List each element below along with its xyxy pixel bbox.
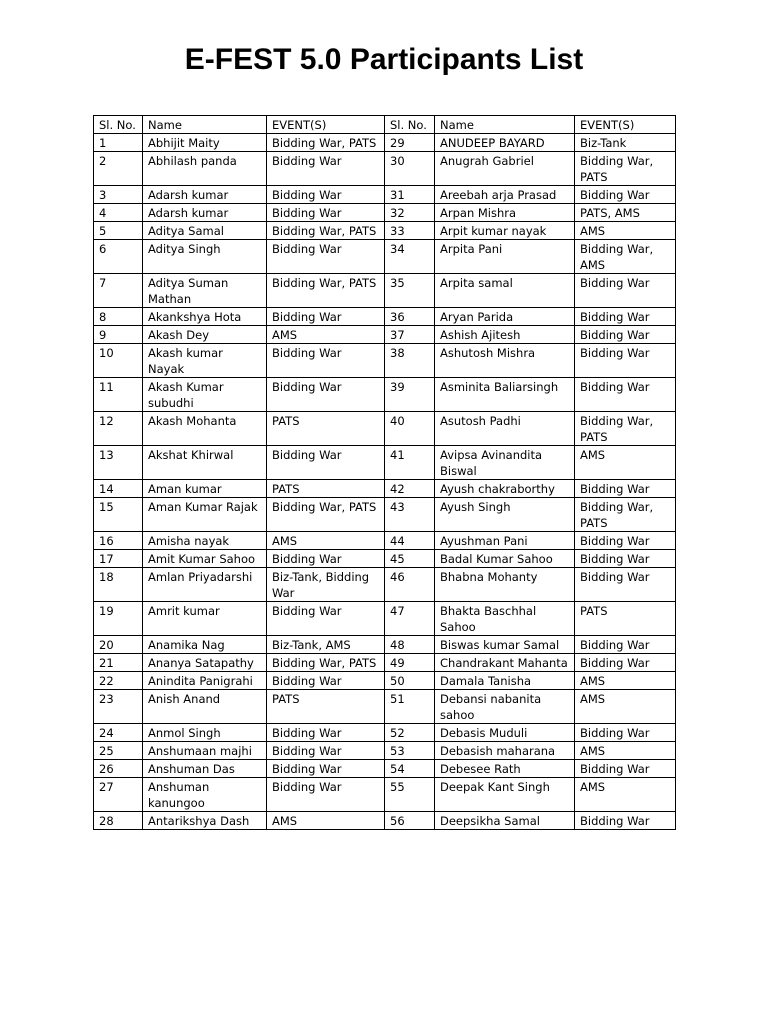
cell-name: Debansi nabanita sahoo xyxy=(435,690,575,724)
cell-events: Biz-Tank, AMS xyxy=(267,636,385,654)
header-row xyxy=(94,116,676,134)
cell-sl-no: 9 xyxy=(94,326,143,344)
cell-name: Akash kumar Nayak xyxy=(143,344,267,378)
cell-name: Abhijit Maity xyxy=(143,134,267,152)
cell-sl-no: 30 xyxy=(385,152,435,186)
cell-sl-no: 21 xyxy=(94,654,143,672)
cell-events: AMS xyxy=(575,778,676,812)
cell-sl-no: 47 xyxy=(385,602,435,636)
table-body xyxy=(94,134,676,830)
cell-sl-no: 24 xyxy=(94,724,143,742)
cell-name: Abhilash panda xyxy=(143,152,267,186)
cell-sl-no: 44 xyxy=(385,532,435,550)
cell-name: Aman Kumar Rajak xyxy=(143,498,267,532)
cell-sl-no: 4 xyxy=(94,204,143,222)
cell-events: Bidding War xyxy=(575,550,676,568)
cell-name: Anshuman Das xyxy=(143,760,267,778)
cell-name: Ananya Satapathy xyxy=(143,654,267,672)
cell-sl-no: 54 xyxy=(385,760,435,778)
cell-events: Bidding War xyxy=(267,602,385,636)
table-row xyxy=(94,602,676,636)
cell-sl-no: 16 xyxy=(94,532,143,550)
cell-events: Bidding War xyxy=(575,186,676,204)
cell-sl-no: 2 xyxy=(94,152,143,186)
table-row xyxy=(94,308,676,326)
cell-name: Deepsikha Samal xyxy=(435,812,575,830)
cell-sl-no: 35 xyxy=(385,274,435,308)
cell-sl-no: 7 xyxy=(94,274,143,308)
cell-name: Ayush chakraborthy xyxy=(435,480,575,498)
cell-events: Bidding War xyxy=(575,378,676,412)
table-row xyxy=(94,152,676,186)
cell-name: Anindita Panigrahi xyxy=(143,672,267,690)
table-row xyxy=(94,636,676,654)
cell-events: PATS xyxy=(267,480,385,498)
cell-sl-no: 32 xyxy=(385,204,435,222)
cell-name: Damala Tanisha xyxy=(435,672,575,690)
cell-sl-no: 18 xyxy=(94,568,143,602)
cell-name: Akankshya Hota xyxy=(143,308,267,326)
cell-events: AMS xyxy=(575,222,676,240)
cell-events: Bidding War xyxy=(267,742,385,760)
cell-name: Amlan Priyadarshi xyxy=(143,568,267,602)
cell-sl-no: 49 xyxy=(385,654,435,672)
cell-sl-no: 11 xyxy=(94,378,143,412)
cell-sl-no: 45 xyxy=(385,550,435,568)
cell-events: Bidding War, AMS xyxy=(575,240,676,274)
cell-events: Bidding War xyxy=(575,812,676,830)
cell-events: Bidding War xyxy=(267,446,385,480)
table-row xyxy=(94,446,676,480)
table-row xyxy=(94,760,676,778)
cell-sl-no: 23 xyxy=(94,690,143,724)
cell-events: Bidding War xyxy=(267,760,385,778)
table-row xyxy=(94,222,676,240)
cell-events: Bidding War xyxy=(267,204,385,222)
cell-name: Areebah arja Prasad xyxy=(435,186,575,204)
cell-name: Bhabna Mohanty xyxy=(435,568,575,602)
cell-sl-no: 37 xyxy=(385,326,435,344)
column-header-sl-no: Sl. No. xyxy=(385,116,435,134)
cell-sl-no: 25 xyxy=(94,742,143,760)
cell-sl-no: 39 xyxy=(385,378,435,412)
cell-events: Bidding War xyxy=(267,186,385,204)
cell-name: Ayush Singh xyxy=(435,498,575,532)
cell-sl-no: 33 xyxy=(385,222,435,240)
cell-sl-no: 50 xyxy=(385,672,435,690)
column-header-events: EVENT(S) xyxy=(575,116,676,134)
table-row xyxy=(94,568,676,602)
cell-sl-no: 13 xyxy=(94,446,143,480)
cell-name: Aditya Suman Mathan xyxy=(143,274,267,308)
cell-name: Bhakta Baschhal Sahoo xyxy=(435,602,575,636)
cell-name: Amrit kumar xyxy=(143,602,267,636)
cell-sl-no: 40 xyxy=(385,412,435,446)
cell-name: Asutosh Padhi xyxy=(435,412,575,446)
cell-events: Bidding War xyxy=(267,724,385,742)
table-row xyxy=(94,186,676,204)
cell-name: Arpita samal xyxy=(435,274,575,308)
cell-sl-no: 6 xyxy=(94,240,143,274)
cell-sl-no: 5 xyxy=(94,222,143,240)
table-row xyxy=(94,532,676,550)
cell-events: Bidding War xyxy=(267,550,385,568)
cell-name: Badal Kumar Sahoo xyxy=(435,550,575,568)
table-row xyxy=(94,274,676,308)
cell-name: Asminita Baliarsingh xyxy=(435,378,575,412)
cell-events: Bidding War xyxy=(575,724,676,742)
cell-name: Amisha nayak xyxy=(143,532,267,550)
cell-events: Bidding War, PATS xyxy=(575,498,676,532)
table-row xyxy=(94,654,676,672)
cell-name: Akash Kumar subudhi xyxy=(143,378,267,412)
cell-sl-no: 17 xyxy=(94,550,143,568)
page-title: E-FEST 5.0 Participants List xyxy=(184,43,584,76)
cell-sl-no: 26 xyxy=(94,760,143,778)
cell-name: Akshat Khirwal xyxy=(143,446,267,480)
cell-name: Debasis Muduli xyxy=(435,724,575,742)
cell-name: Chandrakant Mahanta xyxy=(435,654,575,672)
cell-sl-no: 53 xyxy=(385,742,435,760)
cell-name: Arpit kumar nayak xyxy=(435,222,575,240)
cell-sl-no: 14 xyxy=(94,480,143,498)
cell-events: Bidding War xyxy=(575,308,676,326)
column-header-events: EVENT(S) xyxy=(267,116,385,134)
cell-name: Aditya Samal xyxy=(143,222,267,240)
cell-events: Bidding War xyxy=(575,326,676,344)
cell-name: Anshuman kanungoo xyxy=(143,778,267,812)
cell-sl-no: 29 xyxy=(385,134,435,152)
cell-name: ANUDEEP BAYARD xyxy=(435,134,575,152)
cell-name: Anmol Singh xyxy=(143,724,267,742)
cell-events: Bidding War xyxy=(575,274,676,308)
cell-name: Anish Anand xyxy=(143,690,267,724)
table-row xyxy=(94,412,676,446)
cell-sl-no: 27 xyxy=(94,778,143,812)
column-header-name: Name xyxy=(435,116,575,134)
cell-events: Bidding War, PATS xyxy=(575,412,676,446)
cell-sl-no: 15 xyxy=(94,498,143,532)
cell-sl-no: 51 xyxy=(385,690,435,724)
cell-name: Aman kumar xyxy=(143,480,267,498)
table-row xyxy=(94,326,676,344)
table-row xyxy=(94,672,676,690)
cell-name: Ashutosh Mishra xyxy=(435,344,575,378)
cell-events: Bidding War xyxy=(267,152,385,186)
cell-name: Anugrah Gabriel xyxy=(435,152,575,186)
cell-name: Ashish Ajitesh xyxy=(435,326,575,344)
cell-sl-no: 52 xyxy=(385,724,435,742)
cell-sl-no: 1 xyxy=(94,134,143,152)
table-row xyxy=(94,690,676,724)
cell-name: Arpita Pani xyxy=(435,240,575,274)
cell-sl-no: 34 xyxy=(385,240,435,274)
cell-events: AMS xyxy=(575,672,676,690)
cell-events: Bidding War, PATS xyxy=(267,274,385,308)
table-row xyxy=(94,134,676,152)
table-row xyxy=(94,778,676,812)
cell-events: Bidding War xyxy=(575,532,676,550)
cell-events: Bidding War, PATS xyxy=(267,222,385,240)
cell-name: Deepak Kant Singh xyxy=(435,778,575,812)
cell-events: Bidding War xyxy=(267,344,385,378)
table-row xyxy=(94,724,676,742)
cell-sl-no: 43 xyxy=(385,498,435,532)
cell-events: Bidding War xyxy=(267,778,385,812)
table-row xyxy=(94,378,676,412)
cell-name: Avipsa Avinandita Biswal xyxy=(435,446,575,480)
cell-name: Aditya Singh xyxy=(143,240,267,274)
cell-sl-no: 46 xyxy=(385,568,435,602)
cell-sl-no: 19 xyxy=(94,602,143,636)
participants-table xyxy=(93,115,676,830)
table-row xyxy=(94,240,676,274)
cell-events: AMS xyxy=(267,326,385,344)
cell-events: Bidding War xyxy=(575,344,676,378)
table-row xyxy=(94,812,676,830)
cell-name: Amit Kumar Sahoo xyxy=(143,550,267,568)
cell-name: Aryan Parida xyxy=(435,308,575,326)
cell-sl-no: 48 xyxy=(385,636,435,654)
cell-events: AMS xyxy=(575,446,676,480)
cell-events: Bidding War xyxy=(575,636,676,654)
cell-sl-no: 3 xyxy=(94,186,143,204)
cell-sl-no: 22 xyxy=(94,672,143,690)
cell-events: Bidding War xyxy=(267,308,385,326)
cell-sl-no: 8 xyxy=(94,308,143,326)
cell-events: Bidding War, PATS xyxy=(267,498,385,532)
cell-events: Biz-Tank xyxy=(575,134,676,152)
cell-events: AMS xyxy=(575,690,676,724)
cell-sl-no: 36 xyxy=(385,308,435,326)
cell-name: Debesee Rath xyxy=(435,760,575,778)
cell-sl-no: 38 xyxy=(385,344,435,378)
table-row xyxy=(94,204,676,222)
cell-sl-no: 31 xyxy=(385,186,435,204)
cell-sl-no: 41 xyxy=(385,446,435,480)
cell-name: Adarsh kumar xyxy=(143,204,267,222)
column-header-sl-no: Sl. No. xyxy=(94,116,143,134)
cell-name: Anshumaan majhi xyxy=(143,742,267,760)
cell-events: PATS, AMS xyxy=(575,204,676,222)
cell-events: Bidding War xyxy=(575,760,676,778)
cell-name: Akash Dey xyxy=(143,326,267,344)
cell-events: Bidding War, PATS xyxy=(267,134,385,152)
cell-events: AMS xyxy=(267,812,385,830)
cell-events: PATS xyxy=(575,602,676,636)
cell-sl-no: 20 xyxy=(94,636,143,654)
cell-sl-no: 12 xyxy=(94,412,143,446)
cell-name: Debasish maharana xyxy=(435,742,575,760)
cell-events: Bidding War xyxy=(267,672,385,690)
cell-events: PATS xyxy=(267,412,385,446)
table-row xyxy=(94,498,676,532)
cell-events: PATS xyxy=(267,690,385,724)
table-row xyxy=(94,550,676,568)
cell-sl-no: 55 xyxy=(385,778,435,812)
column-header-name: Name xyxy=(143,116,267,134)
cell-events: AMS xyxy=(575,742,676,760)
cell-sl-no: 56 xyxy=(385,812,435,830)
cell-name: Adarsh kumar xyxy=(143,186,267,204)
cell-name: Biswas kumar Samal xyxy=(435,636,575,654)
cell-sl-no: 28 xyxy=(94,812,143,830)
cell-events: Bidding War xyxy=(575,654,676,672)
table-row xyxy=(94,480,676,498)
cell-events: Bidding War xyxy=(575,568,676,602)
cell-sl-no: 42 xyxy=(385,480,435,498)
cell-name: Ayushman Pani xyxy=(435,532,575,550)
cell-name: Antarikshya Dash xyxy=(143,812,267,830)
cell-name: Akash Mohanta xyxy=(143,412,267,446)
cell-events: Bidding War xyxy=(267,378,385,412)
cell-sl-no: 10 xyxy=(94,344,143,378)
cell-events: Biz-Tank, Bidding War xyxy=(267,568,385,602)
cell-events: AMS xyxy=(267,532,385,550)
cell-name: Arpan Mishra xyxy=(435,204,575,222)
cell-events: Bidding War, PATS xyxy=(575,152,676,186)
cell-events: Bidding War xyxy=(575,480,676,498)
table-row xyxy=(94,344,676,378)
cell-events: Bidding War xyxy=(267,240,385,274)
cell-events: Bidding War, PATS xyxy=(267,654,385,672)
cell-name: Anamika Nag xyxy=(143,636,267,654)
table-row xyxy=(94,742,676,760)
